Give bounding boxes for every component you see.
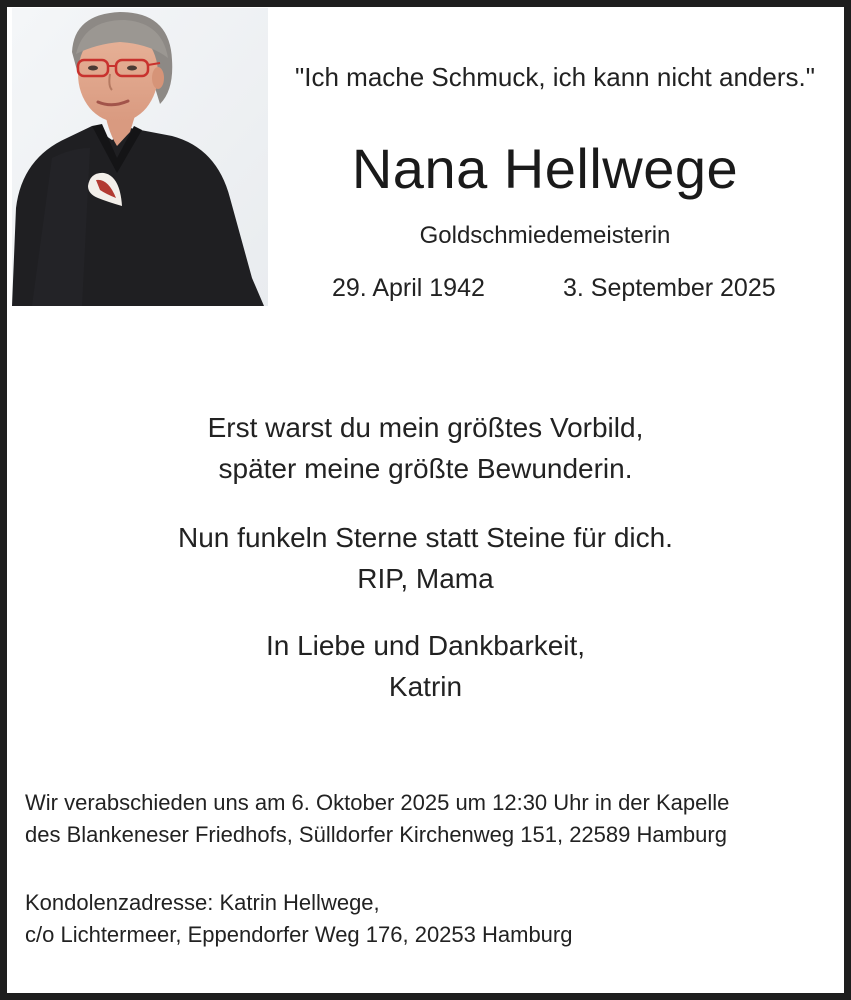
portrait-photo xyxy=(12,8,268,306)
signature-name: Katrin xyxy=(388,671,463,702)
farewell-line: des Blankeneser Friedhofs, Sülldorfer Kirchenweg 151, 22589 Hamburg xyxy=(25,822,727,847)
verse-line: später meine größte Bewunderin. xyxy=(218,453,633,484)
profession: Goldschmiedemeisterin xyxy=(419,222,671,249)
quote: "Ich mache Schmuck, ich kann nicht anders." xyxy=(295,62,815,92)
deceased-name: Nana Hellwege xyxy=(351,137,739,200)
farewell-line: Wir verabschieden uns am 6. Oktober 2025 um 12:30 Uhr in der Kapelle xyxy=(25,790,730,815)
condolence-address-line: Kondolenzadresse: Katrin Hellwege, xyxy=(25,890,380,915)
birth-date: 29. April 1942 xyxy=(332,274,485,302)
condolence-address-line: c/o Lichtermeer, Eppendorfer Weg 176, 20253 Hamburg xyxy=(25,922,573,947)
death-date: 3. September 2025 xyxy=(563,274,776,302)
verse-line: Erst warst du mein größtes Vorbild, xyxy=(207,412,644,443)
verse-line: Nun funkeln Sterne statt Steine für dich. xyxy=(178,522,673,553)
closing-line: In Liebe und Dankbarkeit, xyxy=(265,630,586,661)
verse-line: RIP, Mama xyxy=(357,563,494,594)
